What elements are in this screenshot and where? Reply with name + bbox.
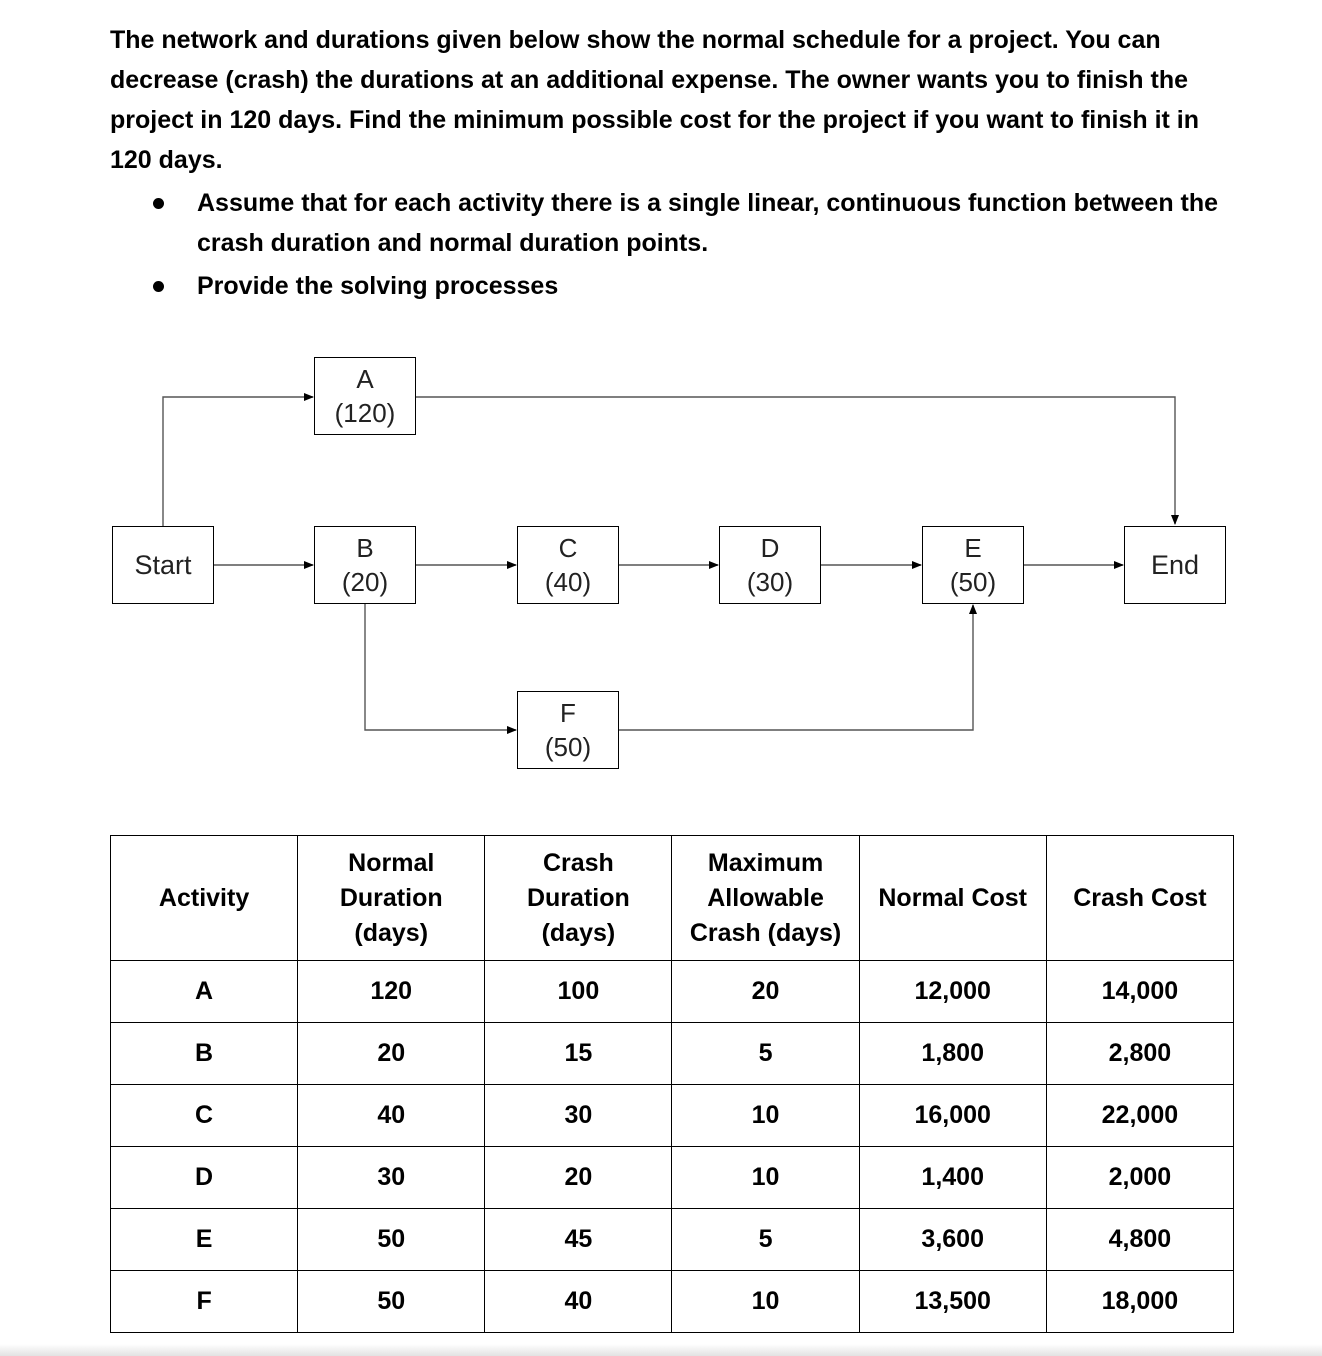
edge-start-a: [163, 397, 313, 526]
node-label: F: [560, 698, 576, 728]
node-label: D: [760, 533, 780, 563]
node-activity-b: [314, 526, 416, 604]
node-label: E: [964, 533, 982, 563]
cell-normal-cost: 13,500: [859, 1271, 1046, 1333]
node-duration: (120): [334, 398, 396, 428]
node-activity-a: [314, 357, 416, 435]
edge-b-f: [365, 604, 516, 730]
cell-crash-duration: 30: [485, 1085, 672, 1147]
cell-crash-cost: 22,000: [1046, 1085, 1233, 1147]
node-end: [1124, 526, 1226, 604]
cell-normal-cost: 16,000: [859, 1085, 1046, 1147]
bullet-text: Assume that for each activity there is a single linear, continuous function between the crash duration and normal duration points.: [197, 189, 1219, 257]
cell-normal-cost: 1,800: [859, 1023, 1046, 1085]
table-row: [111, 1085, 1234, 1147]
problem-statement: The network and durations given below show the normal schedule for a project. You can decrease (crash) the durations at an additional expense. The owner wants you to finish the project in 120 days. Find the minimum possible cost for the project if you want to finish it in 120 days.: [110, 26, 1200, 174]
node-duration: (50): [949, 567, 997, 597]
page-bottom-shadow: [0, 1344, 1322, 1356]
header-crash-cost: Crash Cost: [1046, 836, 1233, 961]
cell-crash-cost: 14,000: [1046, 961, 1233, 1023]
cell-activity: B: [111, 1023, 298, 1085]
cell-normal-duration: 120: [298, 961, 485, 1023]
cell-crash-cost: 18,000: [1046, 1271, 1233, 1333]
header-crash-duration: Crash Duration (days): [485, 836, 672, 961]
table-row: [111, 961, 1234, 1023]
node-label: B: [356, 533, 374, 563]
cell-max-crash: 5: [672, 1023, 859, 1085]
cell-max-crash: 20: [672, 961, 859, 1023]
header-normal-cost: Normal Cost: [859, 836, 1046, 961]
bullet-text: Provide the solving processes: [197, 272, 559, 300]
cell-normal-duration: 50: [298, 1209, 485, 1271]
node-label: Start: [134, 550, 192, 580]
node-duration: (30): [746, 567, 794, 597]
cell-normal-cost: 1,400: [859, 1147, 1046, 1209]
edge-f-e: [618, 605, 973, 730]
node-activity-c: [517, 526, 619, 604]
cell-normal-cost: 3,600: [859, 1209, 1046, 1271]
header-max-crash: Maximum Allowable Crash (days): [672, 836, 859, 961]
cell-max-crash: 10: [672, 1085, 859, 1147]
node-label: End: [1150, 550, 1200, 580]
node-activity-d: [719, 526, 821, 604]
cell-crash-duration: 15: [485, 1023, 672, 1085]
cell-activity: F: [111, 1271, 298, 1333]
edge-a-end: [416, 397, 1175, 524]
node-activity-e: [922, 526, 1024, 604]
node-duration: (50): [544, 732, 592, 762]
cell-crash-cost: 2,800: [1046, 1023, 1233, 1085]
table-row: [111, 1271, 1234, 1333]
node-label: C: [558, 533, 578, 563]
node-duration: (40): [544, 567, 592, 597]
node-label: A: [356, 364, 374, 394]
cell-activity: E: [111, 1209, 298, 1271]
cell-crash-cost: 4,800: [1046, 1209, 1233, 1271]
cell-normal-duration: 20: [298, 1023, 485, 1085]
table-row: [111, 1023, 1234, 1085]
header-activity: Activity: [111, 836, 298, 961]
table-row: [111, 1209, 1234, 1271]
node-activity-f: [517, 691, 619, 769]
cell-normal-duration: 40: [298, 1085, 485, 1147]
cell-normal-duration: 50: [298, 1271, 485, 1333]
cell-activity: C: [111, 1085, 298, 1147]
cell-max-crash: 10: [672, 1147, 859, 1209]
table-row: [111, 1147, 1234, 1209]
cell-max-crash: 10: [672, 1271, 859, 1333]
cell-max-crash: 5: [672, 1209, 859, 1271]
cell-crash-duration: 40: [485, 1271, 672, 1333]
cell-crash-cost: 2,000: [1046, 1147, 1233, 1209]
cell-crash-duration: 20: [485, 1147, 672, 1209]
cell-activity: D: [111, 1147, 298, 1209]
cell-activity: A: [111, 961, 298, 1023]
cell-crash-duration: 100: [485, 961, 672, 1023]
table-header-row: [111, 836, 1234, 961]
activity-table: [110, 835, 1234, 1333]
cell-crash-duration: 45: [485, 1209, 672, 1271]
node-start: [112, 526, 214, 604]
node-duration: (20): [341, 567, 389, 597]
cell-normal-cost: 12,000: [859, 961, 1046, 1023]
header-normal-duration: Normal Duration (days): [298, 836, 485, 961]
cell-normal-duration: 30: [298, 1147, 485, 1209]
